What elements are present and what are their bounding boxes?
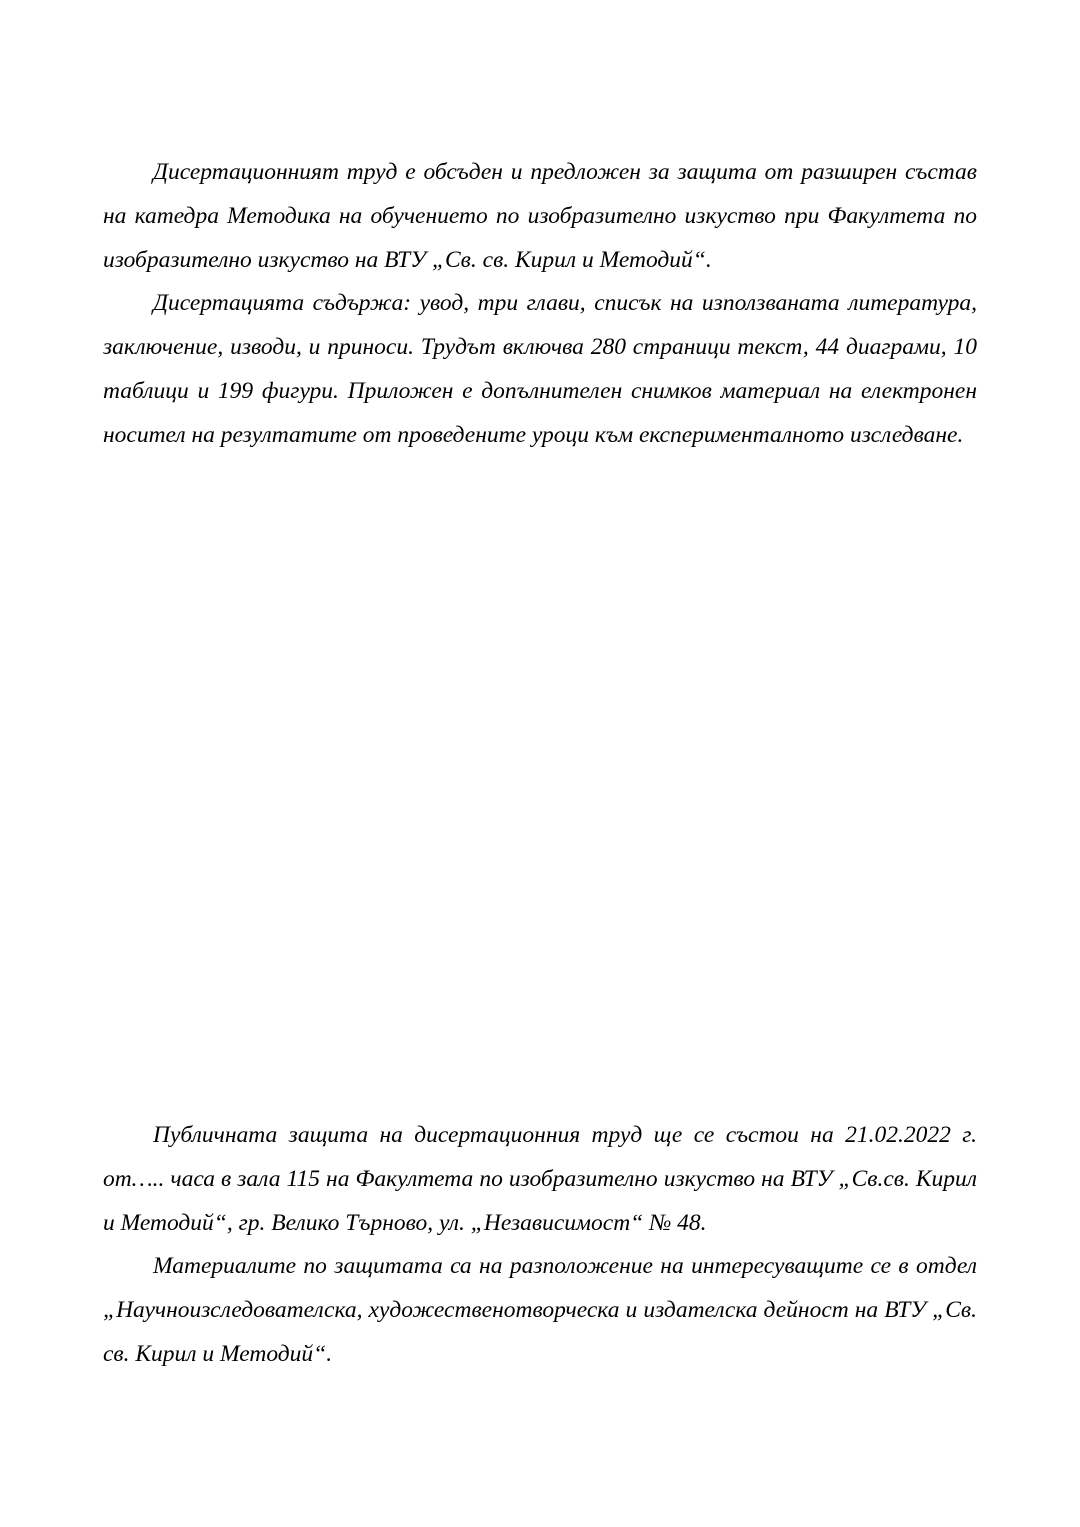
paragraph-discussion: Дисертационният труд е обсъден и предложен за защита от разширен състав на катедра Методика на обучението по изобразително изкуство при Факултета по изобразително изкуство на ВТУ „Св. св. Кирил и Методий“. (103, 159, 977, 273)
paragraph-public-defense: Публичната защита на дисертационния труд ще се състои на 21.02.2022 г. от….. часа в зала 115 на Факултета по изобразително изкуство на ВТУ „Св.св. Кирил и Методий“, гр. Велико Търново, ул. „Независимост“ № 48. (103, 1122, 977, 1236)
paragraph-contents: Дисертацията съдържа: увод, три глави, списък на използваната литература, заключение, изводи, и приноси. Трудът включва 280 страници текст, 44 диаграми, 10 таблици и 199 фигури. Приложен е допълнителен снимков материал на електронен носител на резултатите от проведените уроци към експерименталното изследване. (103, 290, 977, 448)
top-text-section (103, 151, 977, 458)
paragraph-materials-availability: Материалите по защитата са на разположение на интересуващите се в отдел „Научноизследователска, художественотворческа и издателска дейност на ВТУ „Св. св. Кирил и Методий“. (103, 1253, 977, 1367)
bottom-text-section (103, 1114, 977, 1377)
